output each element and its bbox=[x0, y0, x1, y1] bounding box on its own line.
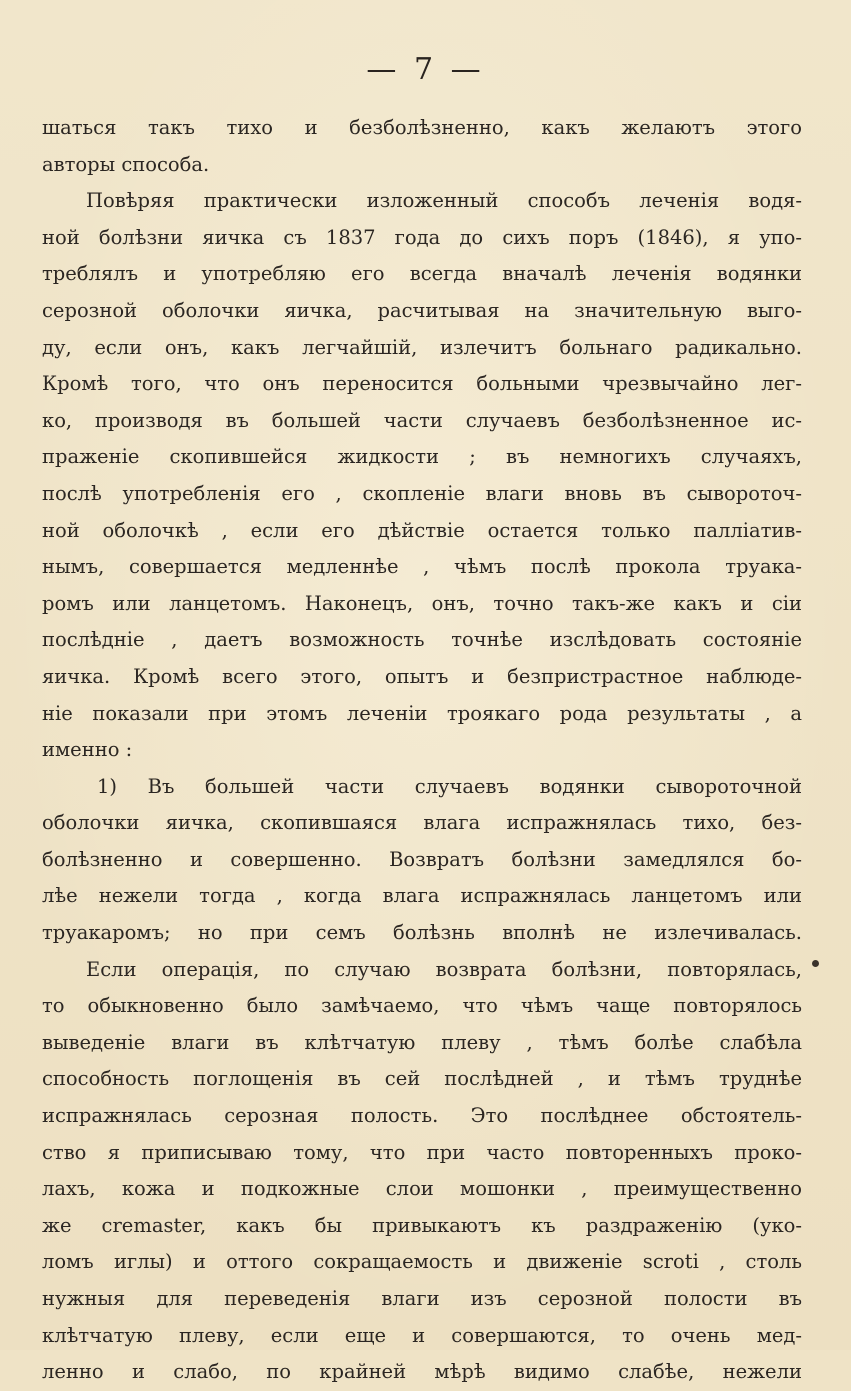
text-line: 1) Въ большей части случаевъ водянки сывороточной bbox=[97, 774, 802, 798]
page-number: — 7 — bbox=[366, 52, 485, 87]
text-line: праженіе скопившейся жидкости ; въ немногихъ случаяхъ, bbox=[42, 445, 802, 469]
text-line: испражнялась серозная полость. Это послѣднее обстоятель- bbox=[42, 1104, 802, 1128]
text-line: Если операція, по случаю возврата болѣзни, повторялась, bbox=[86, 957, 802, 981]
text-line: клѣтчатую плеву, если еще и совершаются, то очень мед- bbox=[42, 1323, 802, 1347]
text-line: болѣзненно и совершенно. Возвратъ болѣзни замедлялся бо- bbox=[42, 847, 802, 871]
text-line: серозной оболочки яичка, расчитывая на значительную выго- bbox=[42, 298, 802, 322]
text-line: ду, если онъ, какъ легчайшій, излечитъ больнаго радикально. bbox=[42, 335, 802, 359]
text-line: то обыкновенно было замѣчаемо, что чѣмъ чаще повторялось bbox=[42, 994, 802, 1018]
text-line: лахъ, кожа и подкожные слои мошонки , преимущественно bbox=[42, 1177, 802, 1201]
text-line: способность поглощенія въ сей послѣдней , и тѣмъ труднѣе bbox=[42, 1067, 802, 1091]
text-line: Повѣряя практически изложенный способъ леченія водя- bbox=[86, 189, 802, 213]
text-line: ной оболочкѣ , если его дѣйствіе остается только паллiатив- bbox=[42, 518, 802, 542]
text-line: шаться такъ тихо и безболѣзненно, какъ желаютъ этого bbox=[42, 116, 802, 139]
ink-speck bbox=[812, 960, 819, 967]
text-line: же cremaster, какъ бы привыкаютъ къ раздраженію (уко- bbox=[42, 1213, 802, 1237]
text-line: послѣдніе , даетъ возможность точнѣе изслѣдовать состояніе bbox=[42, 628, 802, 652]
text-line: выведеніе влаги въ клѣтчатую плеву , тѣмъ болѣе слабѣла bbox=[42, 1030, 802, 1054]
body-text bbox=[42, 110, 802, 1391]
text-line: ломъ иглы) и оттого сокращаемость и движеніе scroti , столь bbox=[42, 1250, 802, 1274]
text-line: послѣ употребленія его , скопленіе влаги вновь въ сывороточ- bbox=[42, 481, 802, 505]
text-line: оболочки яичка, скопившаяся влага испражнялась тихо, без- bbox=[42, 811, 802, 835]
text-line: ство я приписываю тому, что при часто повторенныхъ проко- bbox=[42, 1140, 802, 1164]
text-line: яичка. Кромѣ всего этого, опытъ и безпристрастное наблюде- bbox=[42, 664, 802, 688]
text-line: ной болѣзни яичка съ 1837 года до сихъ поръ (1846), я упо- bbox=[42, 225, 802, 249]
text-line: Кромѣ того, что онъ переносится больными чрезвычайно лег- bbox=[42, 372, 802, 396]
text-line: ніе показали при этомъ леченіи троякаго рода результаты , а bbox=[42, 701, 802, 725]
text-line: ленно и слабо, по крайней мѣрѣ видимо слабѣе, нежели bbox=[42, 1360, 802, 1384]
text-line: лѣе нежели тогда , когда влага испражнялась ланцетомъ или bbox=[42, 884, 802, 908]
text-line: авторы способа. bbox=[42, 152, 210, 176]
text-line: ромъ или ланцетомъ. Наконецъ, онъ, точно такъ-же какъ и сіи bbox=[42, 591, 802, 615]
text-line: треблялъ и употребляю его всегда вначалѣ леченія водянки bbox=[42, 262, 802, 286]
text-line: нымъ, совершается медленнѣе , чѣмъ послѣ прокола труака- bbox=[42, 555, 802, 579]
text-line: нужныя для переведенія влаги изъ серозной полости въ bbox=[42, 1287, 802, 1310]
text-line: ко, производя въ большей части случаевъ безболѣзненное ис- bbox=[42, 408, 802, 432]
text-line: именно : bbox=[42, 738, 133, 762]
text-line: труакаромъ; но при семъ болѣзнь вполнѣ не излечивалась. bbox=[42, 921, 802, 945]
